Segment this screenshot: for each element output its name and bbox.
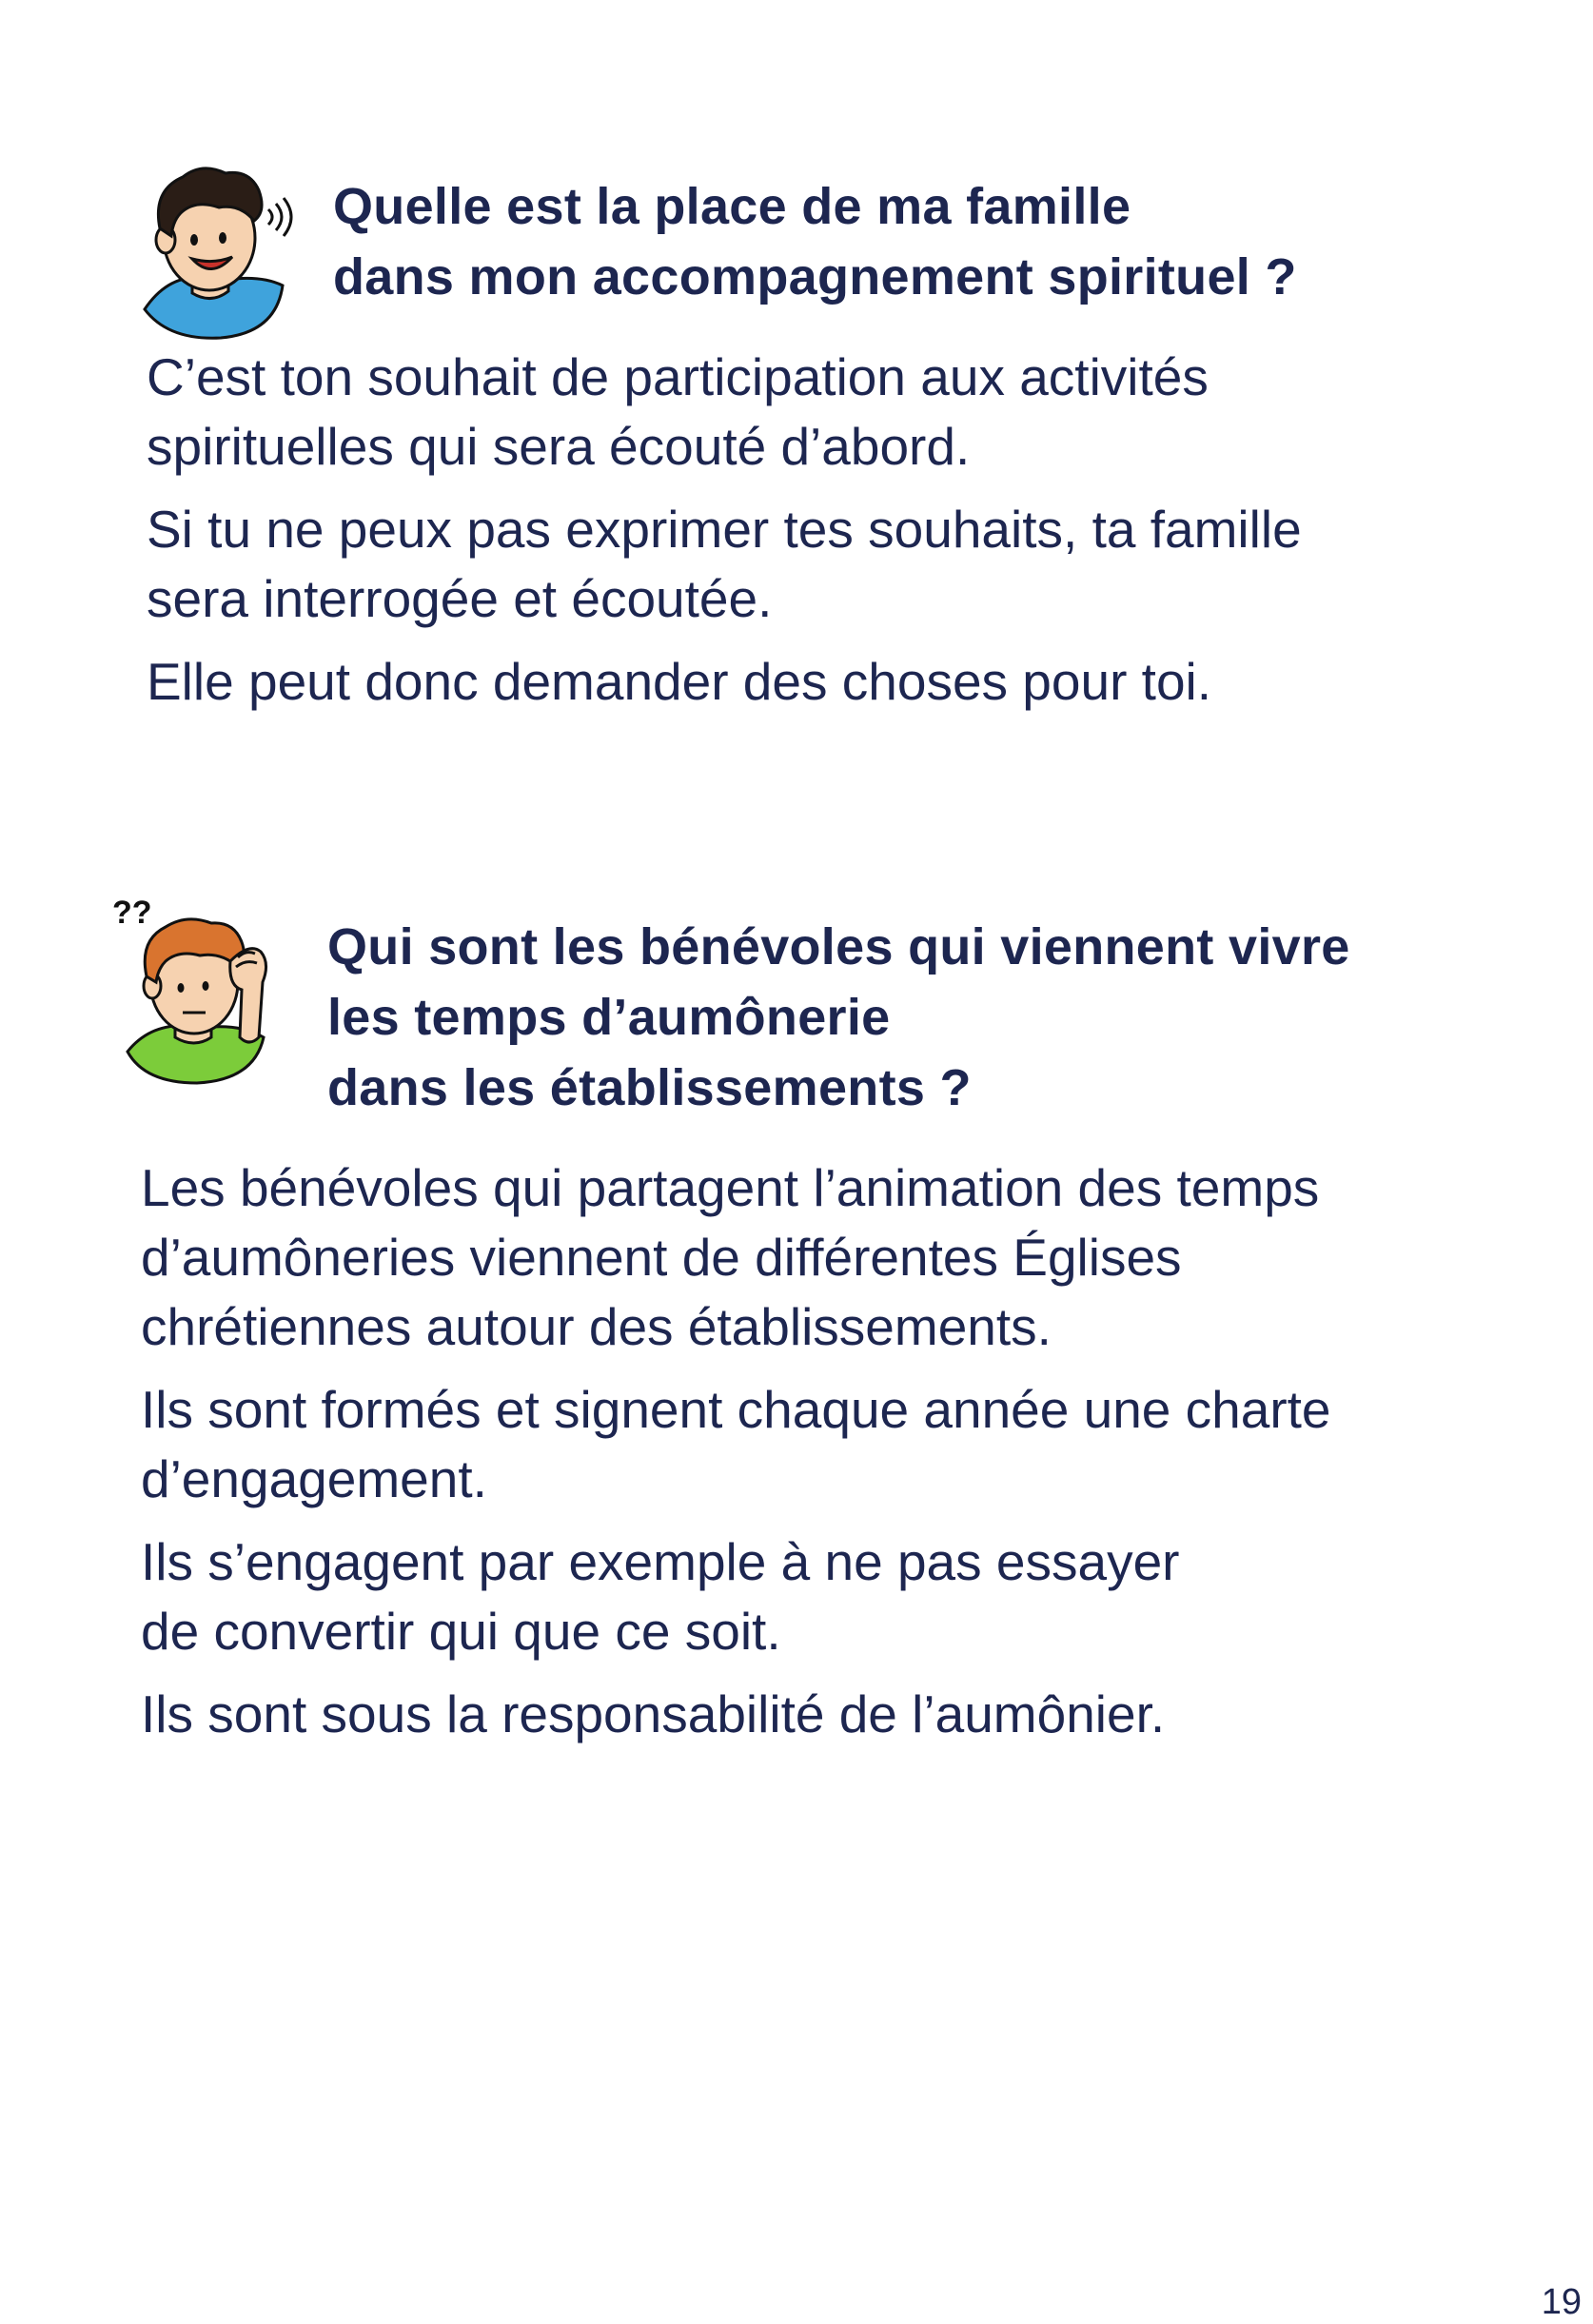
answer-line: chrétiennes autour des établissements.: [141, 1297, 1052, 1356]
answer-paragraph: [141, 1527, 1473, 1666]
answer-paragraph: [141, 1375, 1473, 1514]
page-number: 19: [1541, 2282, 1582, 2322]
answer-line: C’est ton souhait de participation aux activités: [147, 347, 1209, 406]
puzzled-boy-thinking-icon: [107, 895, 297, 1085]
answer-line: Elle peut donc demander des choses pour toi.: [147, 652, 1212, 711]
question-line: dans mon accompagnement spirituel ?: [333, 248, 1297, 305]
answer-line: Ils sont sous la responsabilité de l’aumônier.: [141, 1684, 1166, 1743]
answer-line: Si tu ne peux pas exprimer tes souhaits, ta famille: [147, 500, 1302, 559]
question-heading-family: [333, 171, 1427, 312]
answer-line: d’aumôneries viennent de différentes Églises: [141, 1228, 1182, 1287]
answer-line: d’engagement.: [141, 1449, 487, 1508]
question-line: Qui sont les bénévoles qui viennent vivre: [327, 918, 1350, 975]
answer-line: spirituelles qui sera écouté d’abord.: [147, 417, 971, 476]
answer-paragraph: [141, 1153, 1473, 1362]
answer-line: de convertir qui que ce soit.: [141, 1602, 781, 1661]
question-line: dans les établissements ?: [327, 1059, 972, 1116]
answer-paragraph: [147, 343, 1431, 482]
question-marks: ??: [112, 895, 152, 931]
question-heading-volunteers: [327, 912, 1469, 1123]
answer-paragraph: [147, 495, 1431, 634]
answer-body-volunteers: [141, 1153, 1473, 1763]
question-line: Quelle est la place de ma famille: [333, 178, 1131, 235]
question-line: les temps d’aumônerie: [327, 989, 891, 1046]
answer-line: Ils s’engagent par exemple à ne pas essayer: [141, 1532, 1180, 1591]
answer-paragraph: [141, 1680, 1473, 1749]
answer-line: Les bénévoles qui partagent l’animation des temps: [141, 1158, 1320, 1217]
answer-body-family: [147, 343, 1431, 730]
answer-line: sera interrogée et écoutée.: [147, 569, 773, 628]
answer-line: Ils sont formés et signent chaque année une charte: [141, 1380, 1331, 1439]
smiling-boy-talking-icon: [116, 152, 306, 343]
answer-paragraph: [147, 647, 1431, 717]
